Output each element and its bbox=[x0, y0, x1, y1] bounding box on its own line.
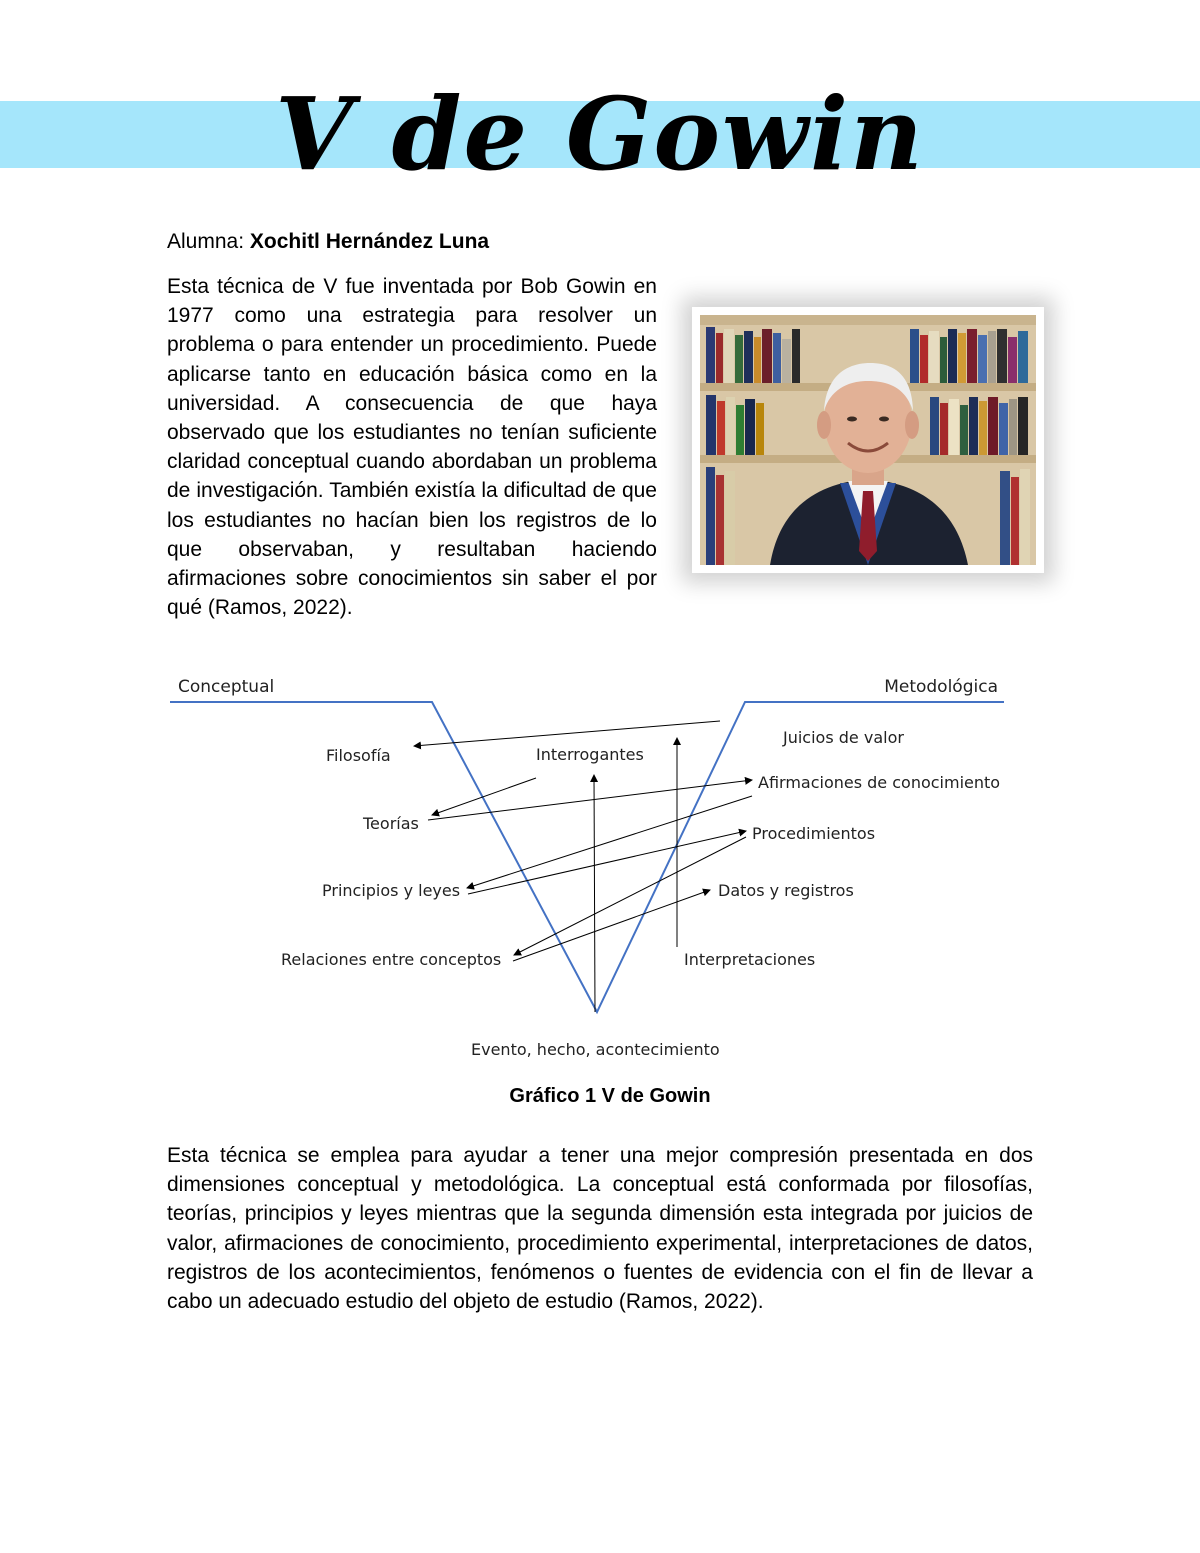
student-line bbox=[167, 229, 489, 255]
label-juicios: Juicios de valor bbox=[783, 728, 904, 747]
page-title: V de Gowin bbox=[275, 75, 925, 193]
intro-paragraph: Esta técnica de V fue inventada por Bob Gowin en 1977 como una estrategia para resolver un problema o para entender un procedimiento. Puede aplicarse tanto en educación básica como en la universidad. A consecuencia de que haya observado que los estudiantes no tenían suficiente claridad conceptual cuando abordaban un problema de investigación. También existía la dificultad de que los estudiantes no hacían bien los registros de lo que observaban, y resultaban haciendo afirmaciones sobre conocimientos sin saber el por qué (Ramos, 2022). bbox=[167, 275, 657, 620]
student-name: Xochitl Hernández Luna bbox=[249, 230, 490, 253]
label-interrogantes: Interrogantes bbox=[536, 745, 644, 764]
heading-metodologica: Metodológica bbox=[884, 677, 998, 697]
arrow-interrogantes-teorias bbox=[432, 778, 536, 815]
body-paragraph: Esta técnica se emplea para ayudar a tener una mejor compresión presentada en dos dimensiones conceptual y metodológica. La conceptual está conformada por filosofías, teorías, principios y leyes mientras que la segunda dimensión esta integrada por juicios de valor, afirmaciones de conocimiento, procedimiento experimental, interpretaciones de datos, registros de los acontecimientos, fenómenos o fuentes de evidencia con el fin de llevar a cabo un adecuado estudio del objeto de estudio (Ramos, 2022). bbox=[167, 1144, 1033, 1314]
label-datos: Datos y registros bbox=[718, 881, 854, 900]
arrow-juicios-filosofia bbox=[414, 721, 720, 746]
figure-caption: Gráfico 1 V de Gowin bbox=[509, 1085, 711, 1107]
portrait-photo bbox=[700, 315, 1036, 565]
label-relaciones: Relaciones entre conceptos bbox=[281, 950, 502, 969]
label-interpretaciones: Interpretaciones bbox=[684, 950, 816, 969]
arrow-evento-interrogantes bbox=[594, 775, 595, 1012]
label-evento: Evento, hecho, acontecimiento bbox=[471, 1040, 720, 1059]
student-label: Alumna: bbox=[167, 230, 245, 253]
arrow-principios-procedimientos bbox=[468, 831, 746, 894]
portrait-frame bbox=[692, 307, 1044, 573]
arrow-procedimientos-relaciones bbox=[514, 837, 746, 955]
heading-conceptual: Conceptual bbox=[178, 677, 275, 697]
portrait-illustration bbox=[700, 315, 1036, 565]
arrow-relaciones-datos bbox=[513, 890, 710, 961]
label-filosofia: Filosofía bbox=[326, 746, 391, 765]
label-principios: Principios y leyes bbox=[322, 881, 461, 900]
label-afirmaciones: Afirmaciones de conocimiento bbox=[758, 773, 1001, 792]
gowin-v-diagram bbox=[160, 665, 1030, 1065]
label-teorias: Teorías bbox=[363, 814, 419, 833]
label-procedimientos: Procedimientos bbox=[752, 824, 876, 843]
